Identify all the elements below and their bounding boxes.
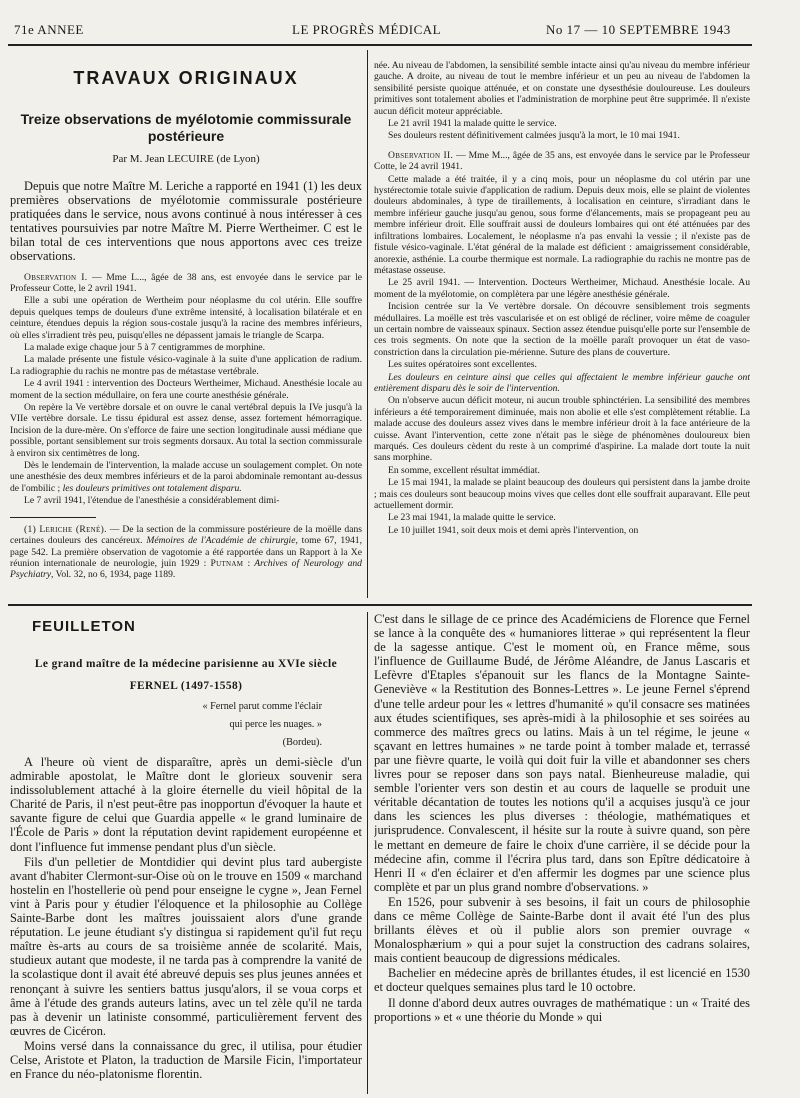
article-byline: Par M. Jean LECUIRE (de Lyon) <box>112 153 260 165</box>
paragraph: La malade présente une fistule vésico-vaginale à la suite d'une application de radium. La radiographie du rachis ne montre pas de métastase vertébrale. <box>10 354 362 377</box>
epigraph-source: (Bordeu). <box>282 737 322 748</box>
paragraph-text: Dès le lendemain de l'intervention, la malade accuse un soulagement complet. On note une anesthésie des deux membres inférieurs et de la paroi abdominale remontant au-dessus de l'ombilic ; <box>10 460 362 494</box>
footnote-text: , tome 67, 1941, page 542. La première observation de vagotomie a été rapportée dans un Rapport à la Xe réunion internationale de neurologie, juin 1929 : <box>10 535 362 569</box>
paragraph: En somme, excellent résultat immédiat. <box>388 464 540 476</box>
section-title: TRAVAUX ORIGINAUX <box>73 68 299 88</box>
footnote-text: — De la section de la commissure postérieure de la moëlle dans certaines douleurs des cancéreux. <box>10 523 362 547</box>
feuilleton-rule <box>8 604 752 606</box>
header-volume: 71e ANNEE <box>14 22 84 37</box>
paragraph <box>10 460 362 494</box>
article-title: Treize observations de myélotomie commissurale postérieure <box>20 111 352 144</box>
paragraph: Le 23 mai 1941, la malade quitte le service. <box>388 512 556 524</box>
feuilleton-column-2 <box>374 612 750 1096</box>
paragraph: La malade exige chaque jour 5 à 7 centigrammes de morphine. <box>24 342 266 353</box>
paragraph: Ses douleurs restent définitivement calmées jusqu'à la mort, le 10 mai 1941. <box>388 130 680 142</box>
footnote-text: , Vol. 32, no 6, 1934, page 1189. <box>51 569 176 581</box>
article-column-2 <box>374 60 750 600</box>
feuilleton-title: FEUILLETON <box>32 618 136 635</box>
column-divider-top <box>367 50 368 598</box>
footnote-journal: Mémoires de l'Académie de chirurgie <box>146 535 296 547</box>
observation-label: Observation I. <box>24 271 88 283</box>
paragraph-emphasis: les douleurs primitives ont totalement disparu. <box>62 482 242 494</box>
paragraph: A l'heure où vient de disparaître, après un demi-siècle d'un admirable apostolat, le Maître dont le glorieux souvenir sera indissolublement attaché à la gloire éternelle du vieil hôpital de la Charité de Paris, il n'est peut-être pas inopportun d'évoquer la haute et savante figure de celui que Guardia appelle « le grand luminaire de l'École de Paris » dont la réputation devint rapidement européenne et dont l'influence fut immense pendant plus d'un siècle. <box>10 755 362 854</box>
footnote <box>10 524 362 581</box>
paragraph: Le 25 avril 1941. — Intervention. Docteurs Wertheimer, Michaud. Anesthésie locale. Au moment de la myélotomie, on complètera par une légère anesthésie générale. <box>374 277 750 300</box>
footnote-author: (1) Leriche (René). <box>24 523 107 535</box>
paragraph: C'est dans le sillage de ce prince des Académiciens de Florence que Fernel se lance à la conquête des « humaniores litterae » qui représentent la fleur de la sagesse antique. C'est le moment où, en France même, sous l'influence de Guillaume Budé, de Jérôme Aléandre, de Janus Lascaris et Lefèvre d'Etaples s'épanouit sur les flancs de la Montagne Sainte-Geneviève « la Restitution des Bonnes-Lettres ». Le jeune Fernel s'éprend d'une telle ardeur pour les « lettres d'humanité » qu'il consacre ses matinées aux études scientifiques, ses après-midi à la philosophie et ses soirées au commerce des maîtres grecs ou latins. Mais à un tel régime, le jeune « sçavant en lettres humaines » ne tarde point à tomber malade et, terrassé par une fièvre quarte, le voilà qui doit fuir la ville et abandonner ses chers livres pour se reposer dans son pays natal. Bienheureuse maladie, qui semble l'orienter vers son destin et au cours de laquelle se produit une véritable décantation de toutes les notions qu'il a acquises jusqu'à ce jour dans les sciences les plus diverses : théologie, mathématiques et jurisprudence. Convalescent, il hésite sur la route à suivre quand, son père le mettant en demeure de faire le choix d'une carrière, il se décide pour la médecine afin, comme il l'écrira plus tard, dans son Epître dédicatoire à Henri II « d'en éclairer et d'en affermir les dogmes par une science plus complète et par un plus grand nombre d'observations. » <box>374 612 750 894</box>
header-rule <box>8 44 752 46</box>
feuilleton-headline: Le grand maître de la médecine parisienne au XVIe siècle <box>34 658 338 670</box>
epigraph-line: qui perce les nuages. » <box>229 719 322 730</box>
paragraph: Moins versé dans la connaissance du grec, il utilisa, pour étudier Celse, Aristote et Platon, la traduction de Marsile Ficin, l'importateur en France du néo-platonisme florentin. <box>10 1038 362 1082</box>
footnote-text: : <box>243 557 255 569</box>
footnote-author: Putnam <box>210 557 244 569</box>
paragraph: Le 4 avril 1941 : intervention des Docteurs Wertheimer, Michaud. Anesthésie locale au moment de la section médullaire, on fera une courte anesthésie générale. <box>10 378 362 401</box>
observation-text: — Mme L..., âgée de 38 ans, est envoyée dans le service par le Professeur Cotte, le 2 avril 1941. <box>10 271 362 294</box>
feuilleton-column-1 <box>10 612 362 1096</box>
paragraph: Incision centrée sur la Ve vertèbre dorsale. On découvre sensiblement trois segments médullaires. La moëlle est très vascularisée et on est obligé de récliner, voire même de coaguler un certain nombre de vaisseaux spinaux. Section assez étendue puisqu'elle porte sur l'ensemble de ces trois segments. On note que la section de la moëlle paraît provoquer un état de vaso-constriction dans la circulation pie-mérienne. Suture des plans de couverture. <box>374 301 750 358</box>
paragraph-emphasis: Les douleurs en ceinture ainsi que celles qui affectaient le membre inférieur gauche ont entièrement disparu dès le soir de l'intervention. <box>374 371 750 394</box>
paragraph: On n'observe aucun déficit moteur, ni aucun trouble sphinctérien. La sensibilité des membres inférieurs a été temporairement diminuée, mais non abolie et elle s'est complètement rétablie. La malade accuse des douleurs assez vives dans le membre inférieur droit à la face antérieure de la cuisse. Avant l'intervention, cette zone n'était pas le siège de phénomènes douloureux bien marqués. Ces douleurs cèdent du reste à un comprimé d'aspirine. La malade dort toute la nuit sans morphine. <box>374 395 750 464</box>
epigraph-line: « Fernel parut comme l'éclair <box>202 701 322 712</box>
header-issue-date: No 17 — 10 SEPTEMBRE 1943 <box>546 22 731 37</box>
paragraph: On repère la Ve vertèbre dorsale et on ouvre le canal vertébral depuis la IVe jusqu'à la VIIe vertèbre dorsale. Le tissu épidural est assez dense, assez fortement hémorragique. Incision de la dure-mère. On s'efforce de faire une section longitudinale aussi médiane que possible, portant sensiblement sur trois segments dorsaux. Au total la section commissurale à environ six centimètres de long. <box>10 402 362 459</box>
paragraph: Le 10 juillet 1941, soit deux mois et demi après l'intervention, on <box>388 524 639 536</box>
paragraph: Il donne d'abord deux autres ouvrages de mathématique : un « Traité des proportions » et « une théorie du Monde » qui <box>374 995 750 1024</box>
feuilleton-subject: FERNEL (1497-1558) <box>129 680 243 692</box>
paragraph: Le 7 avril 1941, l'étendue de l'anesthésie a considérablement dimi- <box>24 495 280 507</box>
footnote-rule <box>10 517 96 518</box>
paragraph: Le 15 mai 1941, la malade se plaint beaucoup des douleurs qui persistent dans la jambe droite ; mais ces douleurs sont beaucoup moins vives que celles dont elle souffrait auparavant. Elle peut actuellement dormir. <box>374 477 750 512</box>
column-divider-bottom <box>367 612 368 1094</box>
observation-text: — Mme M..., âgée de 35 ans, est envoyée dans le service par le Professeur Cotte, le 24 avril 1941. <box>374 149 750 173</box>
paragraph: Elle a subi une opération de Wertheim pour néoplasme du col utérin. Elle souffre depuis quelques temps de douleurs d'une extrême intensité, à localisation bilatérale et en ceinture, étendues depuis la région sous-costale jusqu'à la racine des membres inférieurs, où elles s'irradient très peu, puisqu'elles ne dépassent jamais le triangle de Scarpa. <box>10 295 362 341</box>
paragraph: Fils d'un pelletier de Montdidier qui devint plus tard aubergiste avant d'habiter Clermont-sur-Oise où on le trouve en 1509 « marchand hostelin en l'hostellerie où pend pour enseigne le cygne », Jean Fernel vint à Paris pour y étudier l'éloquence et la philosophie au Collège Sainte-Barbe dont les maîtres jouissaient alors d'une grande réputation. Le jeune étudiant s'y distingua si rapidement qu'il fut reçu maître ès-arts au cours de sa troisième année de scolarité. Mais, studieux autant que modeste, il ne tarda pas à comprendre la vanité de la scolastique dont il avait été abreuvé depuis ses plus jeunes années et renonçant à suivre les sentiers battus jusqu'alors, il se voua corps et âme à l'étude des grands auteurs latins, avec un tel zèle qu'il ne tarda pas à devenir un latiniste consommé, particulièrement fervent des œuvres de Cicéron. <box>10 854 362 1038</box>
header-journal-title: LE PROGRÈS MÉDICAL <box>292 22 442 37</box>
article-intro: Depuis que notre Maître M. Leriche a rapporté en 1941 (1) les deux premières observations de myélotomie commissurale postérieure pratiquées dans le service, nous avons continué à nous intéresser à ces tentatives poursuivies par notre Maître M. Pierre Wertheimer. C est le bilan total de ces interventions que nous apportons avec ces treize observations. <box>10 179 362 264</box>
paragraph: Cette malade a été traitée, il y a cinq mois, pour un néoplasme du col utérin par une hystérectomie totale suivie d'application de radium. Depuis deux mois, elle se plaint de violentes douleurs abdominales, à type de tiraillements, à localisation en ceinture, s'irradiant dans le membre inférieur gauche jusqu'au genou, sous forme d'élancements, mais se propageant peu au membre inférieur droit. Elle souffrait aussi de douleurs lombaires qui ont été atténuées par des infiltrations lombaires. Localement, le néoplasme n'a pas envahi la vessie ; il n'existe pas de fistule vésico-vaginale. L'état général de la malade est déficient : amaigrissement considérable, anorexie, asthénie. La courbe thermique est normale. La radiographie du rachis ne montre pas de métastase osseuse. <box>374 173 750 276</box>
paragraph: née. Au niveau de l'abdomen, la sensibilité semble intacte ainsi qu'au niveau du membre inférieur gauche. A droite, au niveau de tout le membre inférieur et un peu au niveau de l'abdomen la sensibilité persiste quoique atténuée, et on constate une dysesthésie douloureuse. Les douleurs primitives sont totalement abolies et l'administration de morphine peut être supprimée. Il n'existe aucun déficit moteur appréciable. <box>374 60 750 117</box>
paragraph: Bachelier en médecine après de brillantes études, il est licencié en 1530 et docteur quelques semaines plus tard le 10 octobre. <box>374 966 750 995</box>
footnote-journal: Archives of Neurology and Psychiatry <box>10 557 362 581</box>
observation-1-heading <box>10 272 362 295</box>
article-column-1 <box>10 60 362 600</box>
observation-2-heading <box>374 150 750 173</box>
paragraph: Les suites opératoires sont excellentes. <box>388 359 537 371</box>
paragraph: Le 21 avril 1941 la malade quitte le service. <box>388 118 557 130</box>
observation-label: Observation II. <box>388 149 454 161</box>
paragraph: En 1526, pour subvenir à ses besoins, il fait un cours de philosophie dans ce même Collège de Sainte-Barbe dont il avait été l'un des plus brillants élèves et où il publie alors son premier ouvrage « Monalosphærium » qui a pour sujet la construction des cadrans solaires, mais contient beaucoup de digressions médicales. <box>374 894 750 966</box>
